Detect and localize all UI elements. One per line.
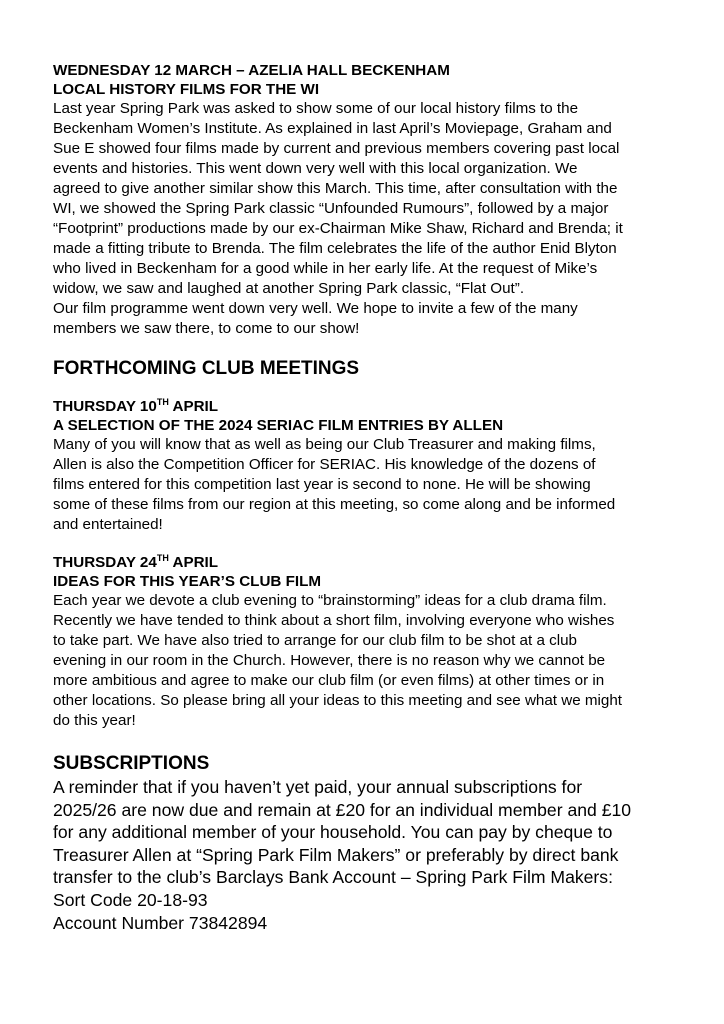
text-line: Each year we devote a club evening to “brainstorming” ideas for a club drama film. — [53, 592, 607, 609]
wi-event-subheading: LOCAL HISTORY FILMS FOR THE WI — [53, 80, 320, 98]
text-line: events and histories. This went down very well with this local organization. We — [53, 160, 578, 177]
text-line: Recently we have tended to think about a short film, involving everyone who wishes — [53, 612, 615, 629]
text-line: Our film programme went down very well. We hope to invite a few of the many — [53, 300, 578, 317]
text-line: do this year! — [53, 712, 136, 729]
sort-code: Sort Code 20-18-93 — [53, 889, 208, 910]
text-line: who lived in Beckenham for a good while in her early life. At the request of Mike’s — [53, 260, 598, 277]
text-line: “Footprint” productions made by our ex-Chairman Mike Shaw, Richard and Brenda; it — [53, 220, 623, 237]
meeting-1-body — [53, 435, 615, 535]
meeting-1 — [53, 398, 615, 535]
text-line: agreed to give another similar show this March. This time, after consultation with the — [53, 180, 618, 197]
text-line: and entertained! — [53, 516, 163, 533]
text-line: some of these films from our region at this meeting, so come along and be informed — [53, 496, 616, 513]
text-line: Last year Spring Park was asked to show some of our local history films to the — [53, 100, 579, 117]
text-line: films entered for this competition last year is second to none. He will be showing — [53, 476, 591, 493]
text-line: other locations. So please bring all your ideas to this meeting and see what we might — [53, 692, 623, 709]
subscriptions-section — [53, 752, 631, 934]
meeting-2-month: APRIL — [168, 554, 219, 571]
wi-event-body — [53, 99, 623, 339]
text-line: Allen is also the Competition Officer for SERIAC. His knowledge of the dozens of — [53, 456, 596, 473]
meeting-2-day: THURSDAY 24 — [53, 554, 157, 571]
text-line: Beckenham Women’s Institute. As explained in last April’s Moviepage, Graham and — [53, 120, 612, 137]
meeting-2-date — [53, 554, 622, 573]
text-line: WI, we showed the Spring Park classic “Unfounded Rumours”, followed by a major — [53, 200, 609, 217]
meeting-2-ordinal: TH — [156, 553, 169, 563]
text-line: Many of you will know that as well as being our Club Treasurer and making films, — [53, 436, 596, 453]
meeting-2-body — [53, 591, 622, 731]
text-line: evening in our room in the Church. However, there is no reason why we cannot be — [53, 652, 606, 669]
meeting-2-title: IDEAS FOR THIS YEAR’S CLUB FILM — [53, 572, 322, 590]
forthcoming-heading: FORTHCOMING CLUB MEETINGS — [53, 358, 360, 379]
text-line: members we saw there, to come to our show! — [53, 320, 360, 337]
text-line: A reminder that if you haven’t yet paid, your annual subscriptions for — [53, 777, 583, 797]
meeting-1-date — [53, 398, 615, 417]
subscriptions-body — [53, 776, 631, 934]
text-line: more ambitious and agree to make our club film (or even films) at other times or in — [53, 672, 605, 689]
subscriptions-heading: SUBSCRIPTIONS — [53, 753, 210, 774]
meeting-1-ordinal: TH — [156, 397, 169, 407]
text-line: 2025/26 are now due and remain at £20 for an individual member and £10 — [53, 799, 632, 820]
text-line: to take part. We have also tried to arrange for our club film to be shot at a club — [53, 632, 577, 649]
wi-section — [53, 62, 623, 339]
meeting-1-title: A SELECTION OF THE 2024 SERIAC FILM ENTRIES BY ALLEN — [53, 416, 504, 434]
text-line: transfer to the club’s Barclays Bank Account – Spring Park Film Makers: — [53, 867, 613, 888]
text-line: widow, we saw and laughed at another Spring Park classic, “Flat Out”. — [53, 280, 525, 297]
meeting-1-month: APRIL — [168, 398, 219, 415]
account-number: Account Number 73842894 — [53, 912, 268, 933]
text-line: for any additional member of your household. You can pay by cheque to — [53, 822, 613, 843]
meeting-2 — [53, 554, 622, 731]
forthcoming-section — [53, 357, 359, 381]
wi-event-heading: WEDNESDAY 12 MARCH – AZELIA HALL BECKENHAM — [53, 62, 450, 79]
text-line: Sue E showed four films made by current and previous members covering past local — [53, 140, 620, 157]
text-line: made a fitting tribute to Brenda. The film celebrates the life of the author Enid Blyton — [53, 240, 617, 257]
text-line: Treasurer Allen at “Spring Park Film Makers” or preferably by direct bank — [53, 844, 619, 865]
meeting-1-day: THURSDAY 10 — [53, 398, 157, 415]
